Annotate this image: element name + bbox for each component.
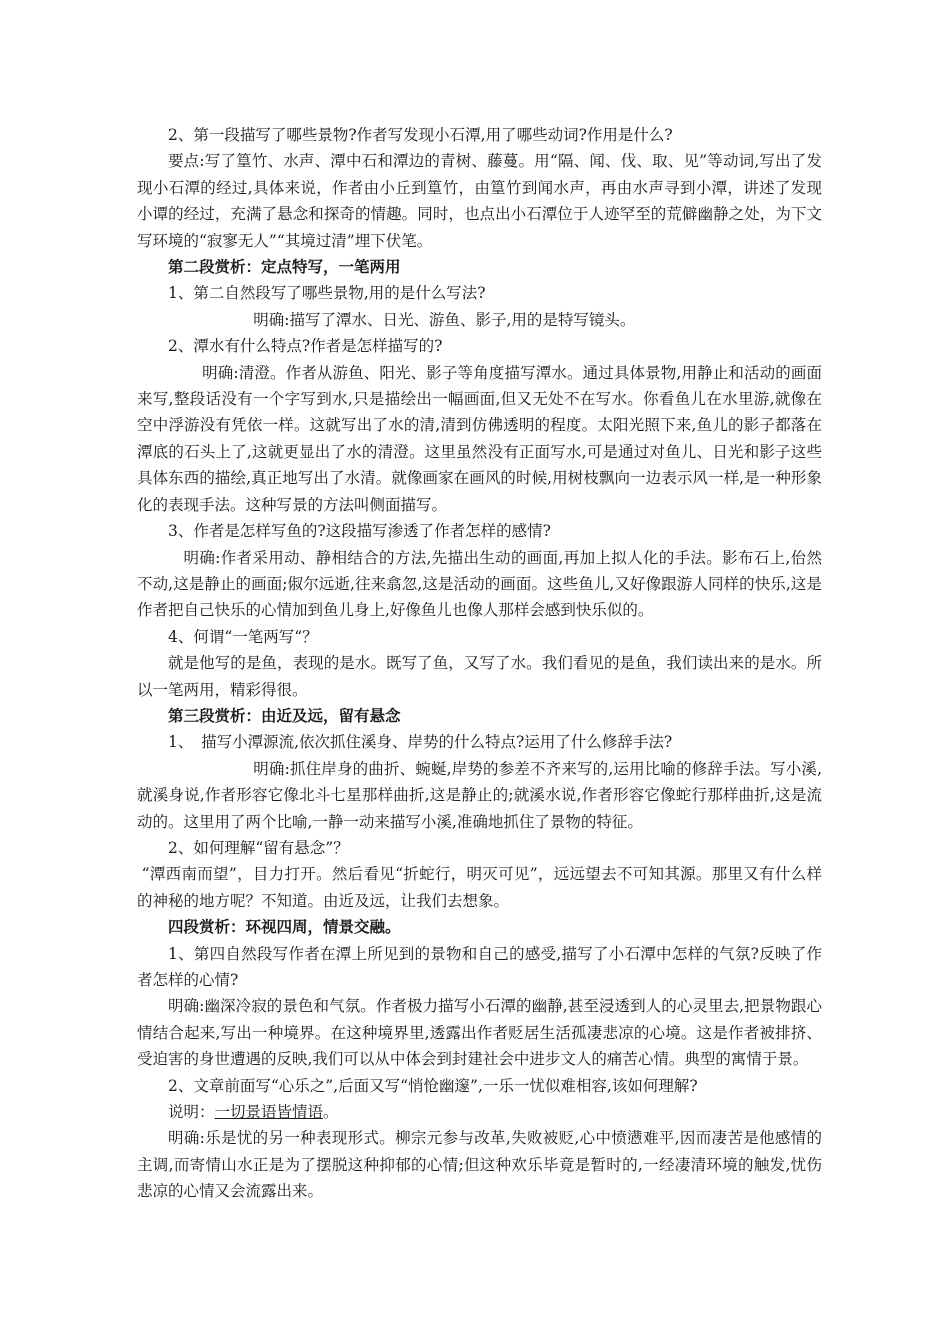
question-s2-3: 3、作者是怎样写鱼的?这段描写渗透了作者怎样的感情? bbox=[168, 522, 551, 541]
question-s1-2: 2、第一段描写了哪些景物?作者写发现小石潭,用了哪些动词?作用是什么? bbox=[168, 126, 673, 144]
heading-section-4: 四段赏析：环视四周，情景交融。 bbox=[168, 917, 401, 937]
answer-s1-2: 要点:写了篁竹、水声、潭中石和潭边的青树、藤蔓。用“隔、闻、伐、取、见”等动词,写出了发现小石潭的经过,具体来说，作者由小丘到篁竹，由篁竹到闻水声，再由水声寻到小潭，讲述了发现小谭的经过，充满了悬念和探奇的情趣。同时，也点出小石潭位于人迹罕至的荒僻幽静之处，为下文写环境的“寂寥无人”“其境过清”埋下伏笔。 bbox=[137, 152, 822, 250]
question-s3-2: 2、如何理解“留有悬念”？ bbox=[168, 838, 349, 857]
note-s4 bbox=[137, 1099, 822, 1125]
heading-section-3: 第三段赏析：由近及远，留有悬念 bbox=[168, 705, 401, 725]
answer-s4-2: 明确:乐是忧的另一种表现形式。柳宗元参与改革,失败被贬,心中愤懑难平,因而凄苦是他感情的主调,而寄情山水正是为了摆脱这种抑郁的心情;但这种欢乐毕竟是暂时的,一经凄清环境的触发,忧伤悲凉的心情又会流露出来。 bbox=[137, 1129, 822, 1201]
document-page bbox=[137, 122, 822, 1205]
answer-s2-1: 明确:描写了潭水、日光、游鱼、影子,用的是特写镜头。 bbox=[253, 310, 636, 329]
answer-s3-2: “潭西南而望”，目力打开。然后看见“折蛇行，明灭可见”，远远望去不可知其源。那里又有什么样的神秘的地方呢？不知道。由近及远，让我们去想象。 bbox=[137, 865, 822, 910]
answer-s3-1: 明确:抓住岸身的曲折、蜿蜒,岸势的参差不齐来写的,运用比喻的修辞手法。写小溪,就溪身说,作者形容它像北斗七星那样曲折,这是静止的;就溪水说,作者形容它像蛇行那样曲折,这是流动的。这里用了两个比喻,一静一动来描写小溪,准确地抓住了景物的特征。 bbox=[137, 759, 822, 831]
question-s2-4: 4、何谓“一笔两写“？ bbox=[168, 627, 318, 646]
question-s2-2: 2、潭水有什么特点?作者是怎样描写的? bbox=[168, 337, 443, 356]
heading-section-2: 第二段赏析：定点特写，一笔两用 bbox=[168, 257, 401, 277]
note-end: 。 bbox=[323, 1103, 339, 1122]
question-s3-1: 1、 描写小潭源流,依次抓住溪身、岸势的什么特点?运用了什么修辞手法? bbox=[168, 733, 673, 752]
note-label: 说明： bbox=[168, 1103, 215, 1122]
answer-s2-2: 明确:清澄。作者从游鱼、阳光、影子等角度描写潭水。通过具体景物,用静止和活动的画面来写,整段话没有一个字写到水,只是描绘出一幅画面,但又无处不在写水。你看鱼儿在水里游,就像在空中浮游没有凭依一样。这就写出了水的清,清到仿佛透明的程度。太阳光照下来,鱼儿的影子都落在潭底的石头上了,这就更显出了水的清澄。这里虽然没有正面写水,可是通过对鱼儿、日光和影子这些具体东西的描绘,真正地写出了水清。就像画家在画风的时候,用树枝飘向一边表示风一样,是一种形象化的表现手法。这种写景的方法叫侧面描写。 bbox=[137, 363, 822, 514]
answer-s2-4: 就是他写的是鱼，表现的是水。既写了鱼，又写了水。我们看见的是鱼，我们读出来的是水。所以一笔两用，精彩得很。 bbox=[137, 654, 822, 699]
question-s4-2: 2、文章前面写“心乐之”,后面又写“悄怆幽邃”,一乐一忧似难相容,该如何理解? bbox=[168, 1076, 698, 1095]
answer-s4-1: 明确:幽深冷寂的景色和气氛。作者极力描写小石潭的幽静,甚至浸透到人的心灵里去,把景物跟心情结合起来,写出一种境界。在这种境界里,透露出作者贬居生活孤凄悲凉的心境。这是作者被排挤、受迫害的身世遭遇的反映,我们可以从中体会到封建社会中进步文人的痛苦心情。典型的寓情于景。 bbox=[137, 997, 822, 1069]
note-text: 一切景语皆情语 bbox=[214, 1103, 324, 1122]
question-s4-1: 1、第四自然段写作者在潭上所见到的景物和自己的感受,描写了小石潭中怎样的气氛?反映了作者怎样的心情? bbox=[137, 944, 822, 989]
question-s2-1: 1、第二自然段写了哪些景物,用的是什么写法? bbox=[168, 284, 486, 303]
answer-s2-3: 明确:作者采用动、静相结合的方法,先描出生动的画面,再加上拟人化的手法。影布石上,佁然不动,这是静止的画面;俶尔远逝,往来翕忽,这是活动的画面。这些鱼儿,又好像跟游人同样的快乐,这是作者把自己快乐的心情加到鱼儿身上,好像鱼儿也像人那样会感到快乐似的。 bbox=[137, 548, 822, 620]
